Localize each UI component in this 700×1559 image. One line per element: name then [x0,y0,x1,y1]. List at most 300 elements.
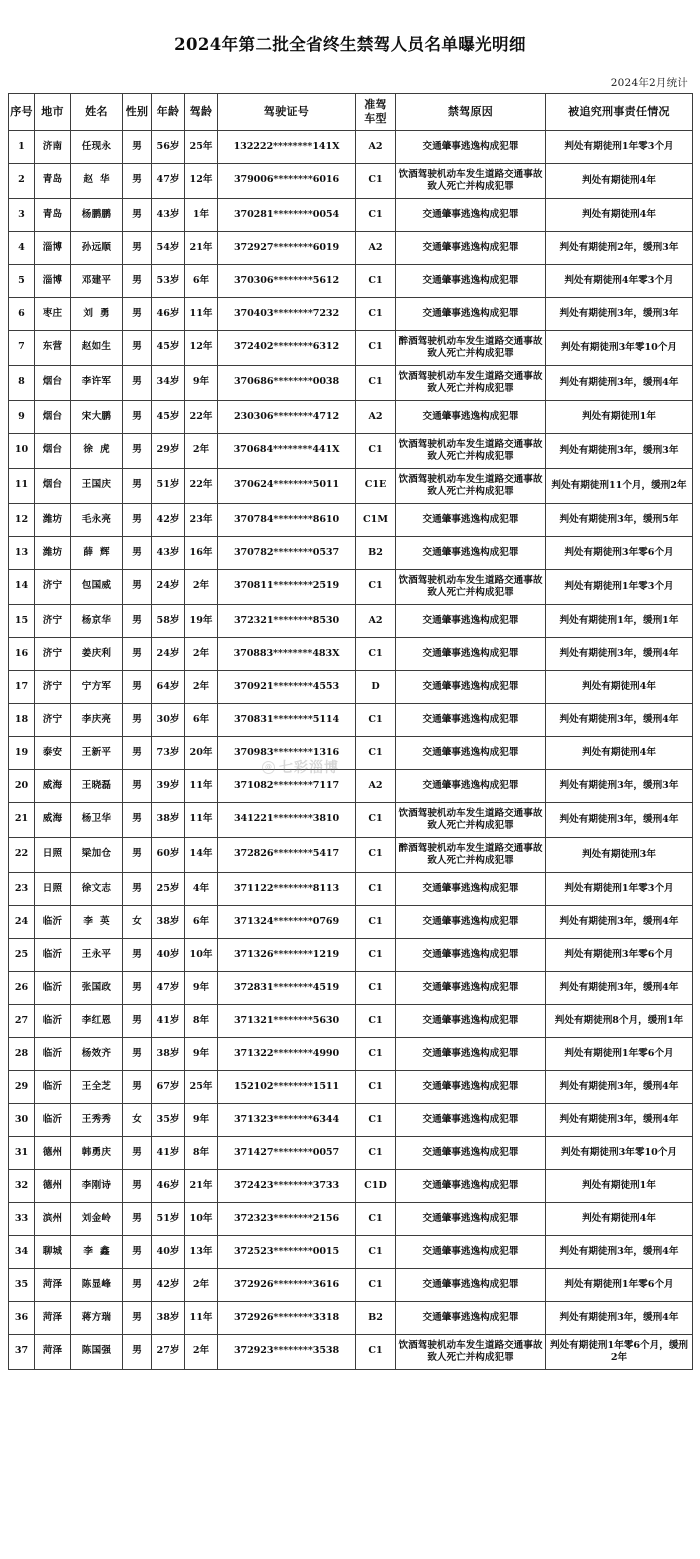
cell-license-number: 371322********4990 [218,1038,356,1071]
cell-name: 李鑫 [71,1236,123,1269]
table-row [9,331,693,366]
cell-city: 济宁 [35,570,71,605]
cell-vehicle-type: A2 [356,401,396,434]
cell-vehicle-type: C1 [356,1137,396,1170]
table-row [9,298,693,331]
cell-criminal-liability: 判处有期徒刑1年零3个月 [546,131,693,164]
cell-driving-experience: 9年 [185,1104,218,1137]
table-row [9,638,693,671]
cell-vehicle-type: C1D [356,1170,396,1203]
cell-city: 烟台 [35,469,71,504]
cell-ban-reason: 交通肇事逃逸构成犯罪 [396,504,546,537]
cell-vehicle-type: C1 [356,972,396,1005]
cell-city: 菏泽 [35,1335,71,1370]
cell-sex: 男 [123,803,152,838]
table-row [9,838,693,873]
table-row [9,671,693,704]
cell-sex: 男 [123,1269,152,1302]
cell-sex: 男 [123,232,152,265]
table-row [9,1269,693,1302]
cell-name: 王全芝 [71,1071,123,1104]
cell-sex: 男 [123,605,152,638]
cell-sex: 男 [123,164,152,199]
table-row [9,570,693,605]
cell-driving-experience: 13年 [185,1236,218,1269]
cell-sex: 女 [123,906,152,939]
cell-license-number: 372926********3318 [218,1302,356,1335]
cell-criminal-liability: 判处有期徒刑3年零10个月 [546,1137,693,1170]
cell-sex: 男 [123,199,152,232]
cell-index: 27 [9,1005,35,1038]
cell-city: 威海 [35,803,71,838]
cell-ban-reason: 交通肇事逃逸构成犯罪 [396,1203,546,1236]
cell-city: 日照 [35,838,71,873]
cell-age: 56岁 [152,131,185,164]
cell-name: 孙远顺 [71,232,123,265]
cell-sex: 男 [123,1302,152,1335]
cell-sex: 男 [123,401,152,434]
cell-driving-experience: 2年 [185,1269,218,1302]
table-row [9,1236,693,1269]
cell-city: 德州 [35,1137,71,1170]
cell-city: 潍坊 [35,504,71,537]
table-row [9,469,693,504]
cell-age: 39岁 [152,770,185,803]
cell-ban-reason: 醉酒驾驶机动车发生道路交通事故致人死亡并构成犯罪 [396,838,546,873]
cell-index: 30 [9,1104,35,1137]
cell-ban-reason: 交通肇事逃逸构成犯罪 [396,1005,546,1038]
cell-vehicle-type: C1 [356,1038,396,1071]
table-row [9,401,693,434]
cell-license-number: 372927********6019 [218,232,356,265]
cell-ban-reason: 交通肇事逃逸构成犯罪 [396,298,546,331]
cell-city: 济宁 [35,605,71,638]
cell-ban-reason: 交通肇事逃逸构成犯罪 [396,605,546,638]
cell-vehicle-type: C1 [356,939,396,972]
cell-driving-experience: 19年 [185,605,218,638]
table-row [9,770,693,803]
column-header-index: 序号 [9,94,35,131]
cell-ban-reason: 饮酒驾驶机动车发生道路交通事故致人死亡并构成犯罪 [396,1335,546,1370]
cell-ban-reason: 交通肇事逃逸构成犯罪 [396,1236,546,1269]
table-row [9,873,693,906]
cell-criminal-liability: 判处有期徒刑3年，缓刑4年 [546,704,693,737]
cell-license-number: 371324********0769 [218,906,356,939]
cell-license-number: 372321********8530 [218,605,356,638]
cell-driving-experience: 16年 [185,537,218,570]
cell-driving-experience: 14年 [185,838,218,873]
cell-name: 毛永亮 [71,504,123,537]
cell-name: 任现永 [71,131,123,164]
cell-criminal-liability: 判处有期徒刑4年 [546,671,693,704]
cell-age: 29岁 [152,434,185,469]
cell-index: 21 [9,803,35,838]
cell-city: 淄博 [35,232,71,265]
cell-license-number: 370883********483X [218,638,356,671]
cell-sex: 男 [123,1038,152,1071]
cell-index: 17 [9,671,35,704]
cell-sex: 男 [123,1170,152,1203]
cell-criminal-liability: 判处有期徒刑3年，缓刑4年 [546,803,693,838]
cell-license-number: 370921********4553 [218,671,356,704]
cell-driving-experience: 2年 [185,671,218,704]
cell-ban-reason: 交通肇事逃逸构成犯罪 [396,638,546,671]
cell-city: 济南 [35,131,71,164]
table-row [9,972,693,1005]
cell-index: 7 [9,331,35,366]
table-row [9,164,693,199]
cell-city: 青岛 [35,199,71,232]
cell-driving-experience: 6年 [185,906,218,939]
cell-age: 34岁 [152,366,185,401]
cell-sex: 男 [123,366,152,401]
cell-driving-experience: 4年 [185,873,218,906]
cell-vehicle-type: C1 [356,1335,396,1370]
cell-driving-experience: 12年 [185,164,218,199]
column-header-experience: 驾龄 [185,94,218,131]
cell-license-number: 341221********3810 [218,803,356,838]
vehicle-type-header-line1: 准驾 [364,98,387,112]
cell-age: 54岁 [152,232,185,265]
cell-criminal-liability: 判处有期徒刑4年 [546,1203,693,1236]
cell-license-number: 370811********2519 [218,570,356,605]
cell-age: 38岁 [152,803,185,838]
cell-ban-reason: 交通肇事逃逸构成犯罪 [396,537,546,570]
cell-ban-reason: 饮酒驾驶机动车发生道路交通事故致人死亡并构成犯罪 [396,570,546,605]
cell-ban-reason: 交通肇事逃逸构成犯罪 [396,906,546,939]
cell-criminal-liability: 判处有期徒刑1年 [546,1170,693,1203]
cell-criminal-liability: 判处有期徒刑1年，缓刑1年 [546,605,693,638]
cell-ban-reason: 交通肇事逃逸构成犯罪 [396,1137,546,1170]
cell-criminal-liability: 判处有期徒刑1年零6个月，缓刑2年 [546,1335,693,1370]
column-header-city: 地市 [35,94,71,131]
table-row [9,939,693,972]
cell-ban-reason: 饮酒驾驶机动车发生道路交通事故致人死亡并构成犯罪 [396,803,546,838]
cell-criminal-liability: 判处有期徒刑2年，缓刑3年 [546,232,693,265]
cell-city: 烟台 [35,434,71,469]
cell-name: 刘金岭 [71,1203,123,1236]
cell-age: 47岁 [152,164,185,199]
cell-vehicle-type: C1 [356,1005,396,1038]
cell-license-number: 370403********7232 [218,298,356,331]
cell-license-number: 370306********5612 [218,265,356,298]
cell-driving-experience: 6年 [185,704,218,737]
cell-city: 菏泽 [35,1302,71,1335]
table-row [9,1005,693,1038]
watermark-badge-icon: @ [262,761,275,774]
cell-vehicle-type: C1 [356,1203,396,1236]
cell-index: 32 [9,1170,35,1203]
cell-license-number: 371321********5630 [218,1005,356,1038]
cell-index: 26 [9,972,35,1005]
lifetime-driving-ban-table [8,93,693,1370]
cell-sex: 男 [123,1236,152,1269]
cell-name: 李庆亮 [71,704,123,737]
cell-license-number: 379006********6016 [218,164,356,199]
cell-index: 28 [9,1038,35,1071]
cell-criminal-liability: 判处有期徒刑3年，缓刑4年 [546,366,693,401]
cell-vehicle-type: C1 [356,838,396,873]
cell-license-number: 132222********141X [218,131,356,164]
cell-license-number: 370782********0537 [218,537,356,570]
cell-driving-experience: 12年 [185,331,218,366]
cell-ban-reason: 交通肇事逃逸构成犯罪 [396,1071,546,1104]
cell-criminal-liability: 判处有期徒刑3年，缓刑4年 [546,1071,693,1104]
cell-index: 16 [9,638,35,671]
cell-city: 威海 [35,770,71,803]
cell-license-number: 370624********5011 [218,469,356,504]
cell-name: 李红恩 [71,1005,123,1038]
cell-name: 陈显峰 [71,1269,123,1302]
cell-driving-experience: 8年 [185,1137,218,1170]
cell-age: 46岁 [152,298,185,331]
cell-city: 东营 [35,331,71,366]
cell-criminal-liability: 判处有期徒刑1年零6个月 [546,1269,693,1302]
cell-vehicle-type: C1 [356,638,396,671]
table-row [9,537,693,570]
cell-ban-reason: 交通肇事逃逸构成犯罪 [396,265,546,298]
cell-license-number: 370281********0054 [218,199,356,232]
cell-vehicle-type: A2 [356,232,396,265]
cell-age: 53岁 [152,265,185,298]
cell-driving-experience: 21年 [185,232,218,265]
cell-ban-reason: 饮酒驾驶机动车发生道路交通事故致人死亡并构成犯罪 [396,164,546,199]
table-row [9,803,693,838]
cell-criminal-liability: 判处有期徒刑3年，缓刑4年 [546,972,693,1005]
cell-criminal-liability: 判处有期徒刑3年，缓刑4年 [546,906,693,939]
cell-index: 15 [9,605,35,638]
cell-age: 58岁 [152,605,185,638]
cell-name: 宋大鹏 [71,401,123,434]
cell-index: 2 [9,164,35,199]
cell-license-number: 371082********7117 [218,770,356,803]
cell-index: 33 [9,1203,35,1236]
cell-license-number: 372826********5417 [218,838,356,873]
cell-criminal-liability: 判处有期徒刑1年零3个月 [546,873,693,906]
cell-license-number: 371326********1219 [218,939,356,972]
cell-name: 杨卫华 [71,803,123,838]
cell-license-number: 372323********2156 [218,1203,356,1236]
cell-city: 烟台 [35,366,71,401]
cell-name: 王新平 [71,737,123,770]
cell-name: 陈国强 [71,1335,123,1370]
cell-age: 24岁 [152,570,185,605]
cell-age: 60岁 [152,838,185,873]
cell-name: 王永平 [71,939,123,972]
cell-ban-reason: 饮酒驾驶机动车发生道路交通事故致人死亡并构成犯罪 [396,469,546,504]
cell-license-number: 371323********6344 [218,1104,356,1137]
cell-criminal-liability: 判处有期徒刑1年零3个月 [546,570,693,605]
cell-criminal-liability: 判处有期徒刑3年，缓刑4年 [546,1302,693,1335]
cell-vehicle-type: C1 [356,570,396,605]
cell-index: 11 [9,469,35,504]
cell-vehicle-type: C1 [356,298,396,331]
cell-vehicle-type: C1 [356,803,396,838]
cell-age: 30岁 [152,704,185,737]
cell-name: 杨鹏鹏 [71,199,123,232]
cell-vehicle-type: C1 [356,265,396,298]
cell-ban-reason: 交通肇事逃逸构成犯罪 [396,939,546,972]
cell-age: 45岁 [152,331,185,366]
cell-ban-reason: 交通肇事逃逸构成犯罪 [396,873,546,906]
cell-name: 赵华 [71,164,123,199]
cell-age: 47岁 [152,972,185,1005]
cell-sex: 男 [123,1005,152,1038]
cell-name: 李刚诗 [71,1170,123,1203]
table-row [9,131,693,164]
table-row [9,1203,693,1236]
column-header-ban-reason: 禁驾原因 [396,94,546,131]
cell-age: 42岁 [152,1269,185,1302]
cell-index: 14 [9,570,35,605]
cell-ban-reason: 交通肇事逃逸构成犯罪 [396,199,546,232]
cell-sex: 男 [123,331,152,366]
cell-license-number: 372523********0015 [218,1236,356,1269]
statistics-period-note: 2024年2月统计 [610,77,688,90]
cell-ban-reason: 交通肇事逃逸构成犯罪 [396,1038,546,1071]
cell-sex: 男 [123,504,152,537]
cell-vehicle-type: C1 [356,1269,396,1302]
cell-criminal-liability: 判处有期徒刑8个月，缓刑1年 [546,1005,693,1038]
cell-age: 38岁 [152,906,185,939]
cell-driving-experience: 8年 [185,1005,218,1038]
cell-city: 济宁 [35,638,71,671]
cell-name: 王秀秀 [71,1104,123,1137]
cell-criminal-liability: 判处有期徒刑1年 [546,401,693,434]
cell-criminal-liability: 判处有期徒刑3年，缓刑3年 [546,434,693,469]
cell-criminal-liability: 判处有期徒刑3年，缓刑3年 [546,298,693,331]
cell-driving-experience: 25年 [185,131,218,164]
cell-driving-experience: 9年 [185,1038,218,1071]
cell-age: 73岁 [152,737,185,770]
cell-name: 徐文志 [71,873,123,906]
cell-name: 徐虎 [71,434,123,469]
cell-name: 邓建平 [71,265,123,298]
cell-name: 韩勇庆 [71,1137,123,1170]
cell-sex: 男 [123,265,152,298]
cell-age: 43岁 [152,537,185,570]
watermark-label: 七彩淄博 [279,760,339,776]
cell-index: 37 [9,1335,35,1370]
cell-license-number: 230306********4712 [218,401,356,434]
cell-city: 济宁 [35,671,71,704]
cell-age: 42岁 [152,504,185,537]
cell-license-number: 372926********3616 [218,1269,356,1302]
cell-vehicle-type: C1 [356,873,396,906]
cell-age: 40岁 [152,939,185,972]
cell-age: 51岁 [152,469,185,504]
cell-age: 27岁 [152,1335,185,1370]
cell-index: 12 [9,504,35,537]
cell-age: 41岁 [152,1005,185,1038]
cell-vehicle-type: B2 [356,537,396,570]
cell-city: 日照 [35,873,71,906]
cell-license-number: 372831********4519 [218,972,356,1005]
cell-criminal-liability: 判处有期徒刑4年 [546,737,693,770]
cell-vehicle-type: C1 [356,164,396,199]
cell-city: 泰安 [35,737,71,770]
cell-city: 菏泽 [35,1269,71,1302]
cell-index: 10 [9,434,35,469]
cell-age: 67岁 [152,1071,185,1104]
cell-city: 聊城 [35,1236,71,1269]
cell-driving-experience: 2年 [185,434,218,469]
cell-city: 临沂 [35,1071,71,1104]
table-row [9,265,693,298]
cell-vehicle-type: C1 [356,331,396,366]
cell-criminal-liability: 判处有期徒刑4年 [546,199,693,232]
cell-sex: 女 [123,1104,152,1137]
cell-city: 烟台 [35,401,71,434]
cell-name: 王国庆 [71,469,123,504]
cell-vehicle-type: C1M [356,504,396,537]
cell-age: 25岁 [152,873,185,906]
column-header-age: 年龄 [152,94,185,131]
cell-city: 临沂 [35,972,71,1005]
cell-driving-experience: 10年 [185,939,218,972]
cell-sex: 男 [123,1137,152,1170]
column-header-criminal-liability: 被追究刑事责任情况 [546,94,693,131]
cell-criminal-liability: 判处有期徒刑3年零6个月 [546,537,693,570]
cell-ban-reason: 交通肇事逃逸构成犯罪 [396,737,546,770]
cell-criminal-liability: 判处有期徒刑3年，缓刑4年 [546,1236,693,1269]
cell-index: 36 [9,1302,35,1335]
table-row [9,232,693,265]
cell-vehicle-type: C1 [356,434,396,469]
table-row [9,1302,693,1335]
cell-criminal-liability: 判处有期徒刑4年零3个月 [546,265,693,298]
cell-ban-reason: 交通肇事逃逸构成犯罪 [396,1269,546,1302]
table-row [9,199,693,232]
table-row [9,1104,693,1137]
cell-age: 51岁 [152,1203,185,1236]
cell-sex: 男 [123,1203,152,1236]
cell-name: 包国威 [71,570,123,605]
cell-driving-experience: 23年 [185,504,218,537]
cell-city: 滨州 [35,1203,71,1236]
cell-criminal-liability: 判处有期徒刑3年零6个月 [546,939,693,972]
cell-driving-experience: 11年 [185,770,218,803]
cell-name: 蒋方瑞 [71,1302,123,1335]
cell-index: 19 [9,737,35,770]
cell-index: 22 [9,838,35,873]
cell-ban-reason: 交通肇事逃逸构成犯罪 [396,704,546,737]
cell-name: 杨效齐 [71,1038,123,1071]
cell-driving-experience: 9年 [185,366,218,401]
cell-driving-experience: 2年 [185,638,218,671]
cell-index: 3 [9,199,35,232]
cell-license-number: 370784********8610 [218,504,356,537]
cell-name: 姜庆利 [71,638,123,671]
cell-sex: 男 [123,873,152,906]
cell-sex: 男 [123,1071,152,1104]
table-row [9,366,693,401]
cell-ban-reason: 交通肇事逃逸构成犯罪 [396,1170,546,1203]
cell-city: 临沂 [35,1038,71,1071]
cell-ban-reason: 交通肇事逃逸构成犯罪 [396,1104,546,1137]
cell-driving-experience: 21年 [185,1170,218,1203]
cell-index: 34 [9,1236,35,1269]
cell-city: 青岛 [35,164,71,199]
cell-vehicle-type: C1 [356,906,396,939]
table-row [9,1038,693,1071]
cell-license-number: 370831********5114 [218,704,356,737]
cell-license-number: 152102********1511 [218,1071,356,1104]
cell-vehicle-type: C1 [356,1236,396,1269]
cell-driving-experience: 25年 [185,1071,218,1104]
cell-age: 45岁 [152,401,185,434]
cell-license-number: 371122********8113 [218,873,356,906]
